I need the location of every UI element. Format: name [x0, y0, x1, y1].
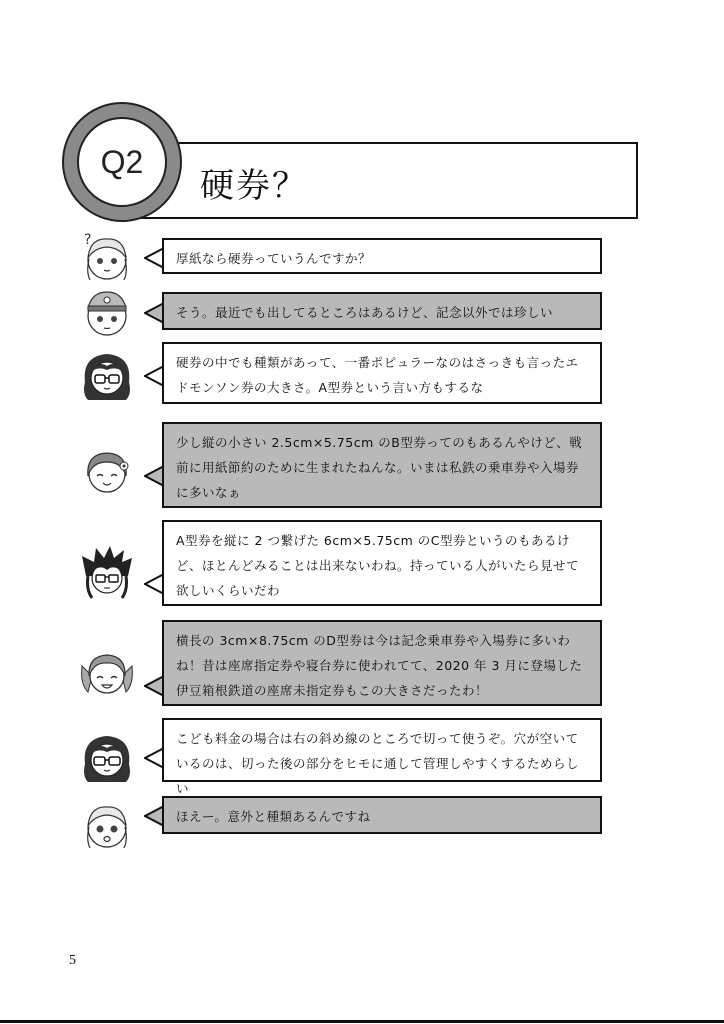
dialogue-text: 少し縦の小さい 2.5cm×5.75cm のB型券ってのもあるんやけど、戦前に用紙節約のために生まれたねんな。いまは私鉄の乗車券や入場券に多いなぁ — [176, 435, 583, 500]
spiky-hair-girl-avatar — [80, 546, 134, 600]
dialogue-row — [80, 620, 602, 706]
glasses-girl-avatar — [80, 348, 134, 402]
dialogue-row — [80, 232, 602, 282]
twin-tail-girl-avatar — [80, 646, 134, 700]
dialogue-row — [80, 342, 602, 406]
speech-bubble — [162, 718, 602, 796]
dialogue-row — [80, 520, 602, 606]
page-number: 5 — [69, 953, 76, 968]
dialogue-text: 硬券の中でも種類があって、一番ポピュラーなのはさっきも言ったエドモンソン券の大きさ。A型券という言い方もするな — [176, 355, 579, 395]
dialogue-row — [80, 796, 602, 836]
speech-tail — [144, 572, 164, 596]
svg-text:?: ? — [84, 232, 92, 248]
question-badge — [62, 102, 182, 222]
speech-tail — [144, 246, 164, 270]
speech-bubble — [162, 422, 602, 508]
speech-bubble — [162, 292, 602, 330]
cap-girl-avatar — [80, 286, 134, 340]
title-banner — [130, 142, 638, 219]
page-title: 硬券？ — [200, 166, 308, 206]
dialogue-text: こども料金の場合は右の斜め線のところで切って使うぞ。穴が空いているのは、切った後の部分をヒモに通して管理しやすくするためらしい — [176, 731, 580, 796]
dialogue-text: そう。最近でも出してるところはあるけど、記念以外では珍しい — [176, 305, 554, 320]
questioning-girl-avatar — [80, 798, 134, 852]
dialogue-row — [80, 718, 602, 796]
dialogue-text: ほえー。意外と種類あるんですね — [176, 809, 371, 824]
speech-bubble — [162, 342, 602, 404]
question-number: Q2 — [77, 117, 167, 207]
speech-tail — [144, 364, 164, 388]
speech-tail — [144, 674, 164, 698]
speech-tail — [144, 464, 164, 488]
speech-tail — [144, 746, 164, 770]
glasses-girl-avatar — [80, 730, 134, 784]
questioning-girl-avatar — [80, 230, 134, 284]
speech-bubble — [162, 796, 602, 834]
speech-tail — [144, 301, 164, 325]
speech-bubble — [162, 238, 602, 274]
flower-girl-avatar — [80, 444, 134, 498]
speech-bubble — [162, 520, 602, 606]
bottom-rule — [0, 1020, 724, 1023]
dialogue-text: 横長の 3cm×8.75cm のD型券は今は記念乗車券や入場券に多いわね！昔は座席指定券や寝台券に使われてて、2020 年 3 月に登場した伊豆箱根鉄道の座席未指定券もこの大きさだったわ！ — [176, 633, 583, 698]
dialogue-row — [80, 422, 602, 508]
speech-bubble — [162, 620, 602, 706]
dialogue-text: A型券を縦に 2 つ繋げた 6cm×5.75cm のC型券というのもあるけど、ほとんどみることは出来ないわね。持っている人がいたら見せて欲しいくらいだわ — [176, 533, 580, 598]
speech-tail — [144, 804, 164, 828]
dialogue-row — [80, 288, 602, 336]
dialogue-text: 厚紙なら硬券っていうんですか？ — [176, 251, 372, 266]
